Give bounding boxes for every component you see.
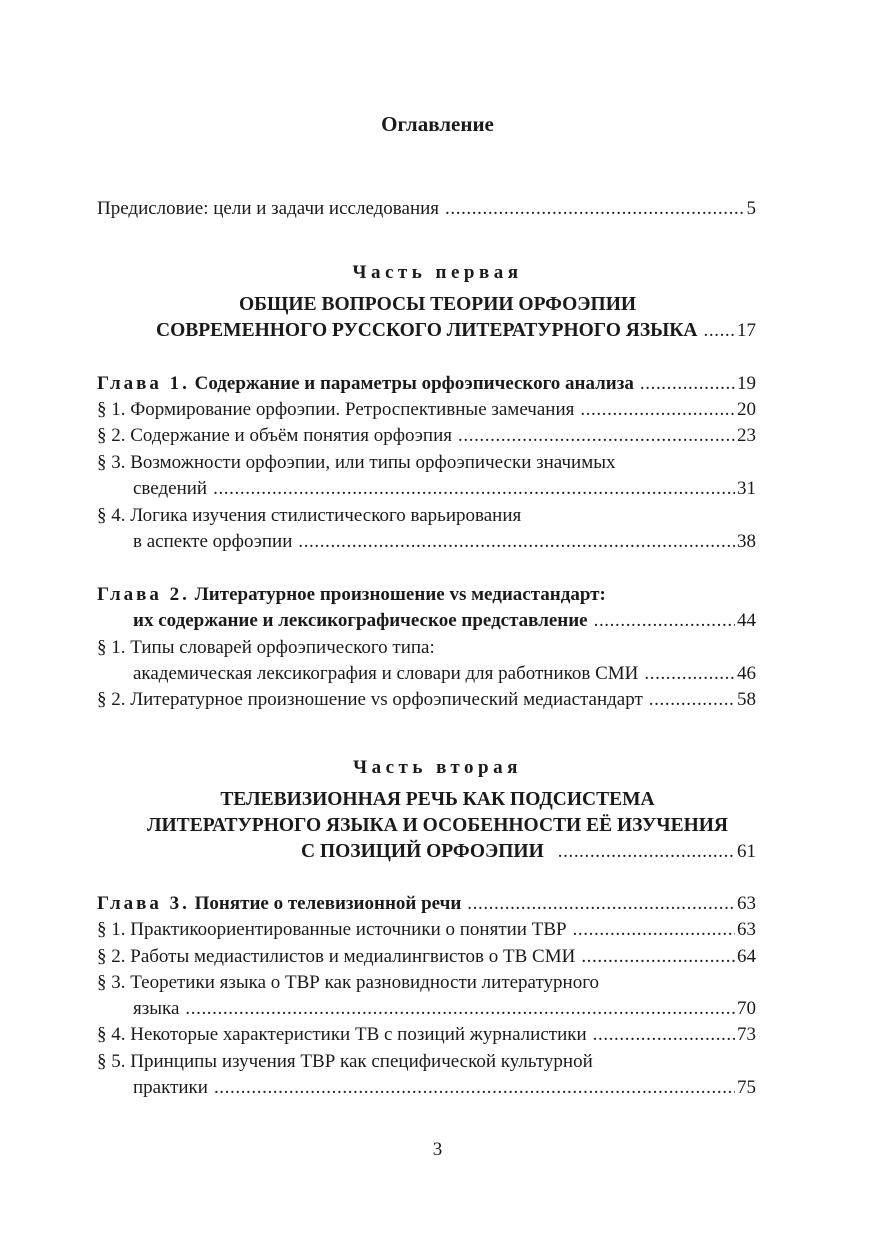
toc-entry-text: § 2. Содержание и объём понятия орфоэпия xyxy=(97,425,453,446)
toc-page-number: 63 xyxy=(737,893,756,914)
dot-leader xyxy=(214,1077,735,1099)
dot-leader xyxy=(467,893,735,915)
toc-entry-section[interactable] xyxy=(133,531,756,557)
chapter-title: Содержание и параметры орфоэпического анализа xyxy=(194,373,634,394)
toc-entry-chapter[interactable] xyxy=(97,373,756,399)
part-label: Часть вторая xyxy=(353,757,522,778)
toc-page-number: 46 xyxy=(737,663,756,684)
toc-page-number: 61 xyxy=(737,841,756,862)
toc-page-number: 44 xyxy=(737,610,756,631)
dot-leader xyxy=(573,919,735,941)
toc-entry-text: § 4. Логика изучения стилистического варьирования xyxy=(97,505,522,526)
part-heading: СОВРЕМЕННОГО РУССКОГО ЛИТЕРАТУРНОГО ЯЗЫКА xyxy=(156,320,698,341)
toc-entry-text: сведений xyxy=(133,478,208,499)
toc-entry-part2[interactable] xyxy=(301,841,756,867)
toc-page-number: 63 xyxy=(737,919,756,940)
chapter-label: Глава 1. xyxy=(97,373,190,394)
toc-page-number: 23 xyxy=(737,425,756,446)
dot-leader xyxy=(445,198,744,220)
dot-leader xyxy=(185,998,735,1020)
toc-entry-section[interactable] xyxy=(97,1024,756,1050)
toc-entry-text: § 4. Некоторые характеристики ТВ с позиций журналистики xyxy=(97,1024,587,1045)
page-number: 3 xyxy=(432,1139,443,1160)
chapter-label: Глава 2. xyxy=(97,584,190,605)
dot-leader xyxy=(458,425,735,447)
toc-entry-text: в аспекте орфоэпии xyxy=(133,531,293,552)
toc-entry-text: § 1. Типы словарей орфоэпического типа: xyxy=(97,637,435,658)
dot-leader xyxy=(593,1024,735,1046)
toc-entry-text: § 2. Литературное произношение vs орфоэпический медиастандарт xyxy=(97,689,643,710)
chapter-title: Литературное произношение vs медиастандарт: xyxy=(194,584,606,605)
toc-entry-chapter[interactable] xyxy=(133,610,756,636)
toc-entry-part1[interactable] xyxy=(156,320,756,346)
toc-entry-text: практики xyxy=(133,1077,208,1098)
toc-entry-section[interactable] xyxy=(97,399,756,425)
toc-entry-section[interactable] xyxy=(97,425,756,451)
toc-page-number: 31 xyxy=(737,478,756,499)
toc-entry-text: § 2. Работы медиастилистов и медиалингвистов о ТВ СМИ xyxy=(97,946,576,967)
dot-leader xyxy=(298,531,735,553)
toc-entry-text: языка xyxy=(133,998,180,1019)
toc-entry-section[interactable] xyxy=(97,689,756,715)
toc-page-number: 38 xyxy=(737,531,756,552)
part-label: Часть первая xyxy=(352,262,523,283)
chapter-title: Понятие о телевизионной речи xyxy=(194,893,462,914)
dot-leader xyxy=(640,373,735,395)
toc-page-number: 5 xyxy=(746,198,756,219)
toc-entry-section[interactable] xyxy=(133,1077,756,1103)
toc-entry-section[interactable] xyxy=(133,478,756,504)
toc-page-number: 58 xyxy=(737,689,756,710)
toc-entry-chapter[interactable] xyxy=(97,893,756,919)
part-heading: С ПОЗИЦИЙ ОРФОЭПИИ xyxy=(301,841,544,862)
toc-page-number: 64 xyxy=(737,946,756,967)
dot-leader xyxy=(704,320,735,342)
toc-page-number: 20 xyxy=(737,399,756,420)
dot-leader xyxy=(213,478,735,500)
part-heading: ЛИТЕРАТУРНОГО ЯЗЫКА И ОСОБЕННОСТИ ЕЁ ИЗУЧЕНИЯ xyxy=(146,815,729,836)
toc-entry-section[interactable] xyxy=(133,998,756,1024)
part-heading: ТЕЛЕВИЗИОННАЯ РЕЧЬ КАК ПОДСИСТЕМА xyxy=(220,789,655,810)
chapter-heading xyxy=(97,584,606,606)
toc-entry-text: академическая лексикография и словари для работников СМИ xyxy=(133,663,639,684)
toc-entry-text: § 3. Теоретики языка о ТВР как разновидности литературного xyxy=(97,972,600,993)
toc-page-number: 70 xyxy=(737,998,756,1019)
page-title: Оглавление xyxy=(381,112,494,136)
toc-entry-preface[interactable] xyxy=(97,198,756,224)
toc-page-number: 75 xyxy=(737,1077,756,1098)
dot-leader xyxy=(558,841,735,863)
dot-leader xyxy=(649,689,735,711)
toc-entry-section[interactable] xyxy=(97,946,756,972)
toc-entry-section[interactable] xyxy=(97,919,756,945)
toc-entry-text: § 1. Практикоориентированные источники о понятии ТВР xyxy=(97,919,567,940)
toc-page-number: 19 xyxy=(737,373,756,394)
toc-entry-text: § 1. Формирование орфоэпии. Ретроспективные замечания xyxy=(97,399,575,420)
toc-entry-text: § 3. Возможности орфоэпии, или типы орфоэпически значимых xyxy=(97,452,616,473)
dot-leader xyxy=(644,663,735,685)
chapter-title: их содержание и лексикографическое представление xyxy=(133,610,588,631)
toc-page-number: 17 xyxy=(737,320,756,341)
toc-entry-text: Предисловие: цели и задачи исследования xyxy=(97,198,440,219)
dot-leader xyxy=(594,610,735,632)
toc-entry-text: § 5. Принципы изучения ТВР как специфической культурной xyxy=(97,1051,593,1072)
dot-leader xyxy=(580,399,735,421)
toc-page-number: 73 xyxy=(737,1024,756,1045)
dot-leader xyxy=(581,946,735,968)
toc-entry-section[interactable] xyxy=(133,663,756,689)
part-heading: ОБЩИЕ ВОПРОСЫ ТЕОРИИ ОРФОЭПИИ xyxy=(238,294,637,315)
chapter-label: Глава 3. xyxy=(97,893,190,914)
